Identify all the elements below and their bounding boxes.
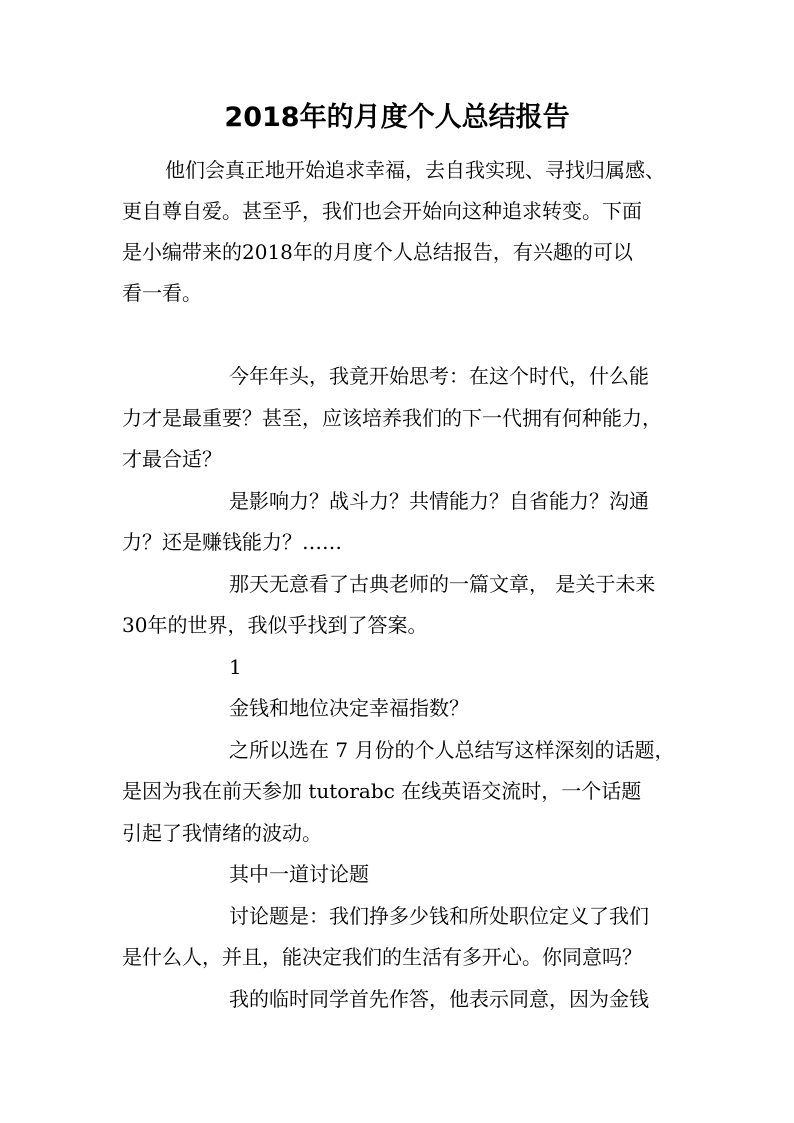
body-line: 引起了我情绪的波动。: [122, 821, 322, 845]
body-line: 他们会真正地开始追求幸福，去自我实现、寻找归属感、: [165, 158, 665, 182]
body-line: 今年年头，我竟开始思考：在这个时代，什么能: [229, 364, 649, 388]
body-line: 是什么人，并且，能决定我们的生活有多开心。你同意吗？: [122, 945, 642, 969]
body-line: 更自尊自爱。甚至乎，我们也会开始向这种追求转变。下面: [122, 199, 642, 223]
body-line: 看一看。: [122, 281, 202, 305]
body-line: 之所以选在 7 月份的个人总结写这样深刻的话题，: [229, 738, 675, 762]
body-line: 是小编带来的2018年的月度个人总结报告，有兴趣的可以: [122, 240, 633, 264]
body-line: 那天无意看了古典老师的一篇文章， 是关于未来: [229, 572, 656, 596]
section-number: 1: [229, 655, 242, 679]
body-line: 我的临时同学首先作答，他表示同意，因为金钱: [229, 987, 649, 1011]
section-heading: 金钱和地位决定幸福指数？: [229, 696, 469, 720]
body-line: 是影响力？战斗力？共情能力？自省能力？沟通: [229, 489, 649, 513]
document-title: 2018年的月度个人总结报告: [224, 102, 570, 133]
body-line: 30年的世界，我似乎找到了答案。: [122, 613, 428, 637]
body-line: 是因为我在前天参加 tutorabc 在线英语交流时，一个话题: [122, 779, 642, 803]
body-line: 其中一道讨论题: [229, 862, 369, 886]
body-line: 才最合适？: [122, 447, 222, 471]
body-line: 力？还是赚钱能力？……: [122, 530, 342, 554]
body-line: 讨论题是：我们挣多少钱和所处职位定义了我们: [229, 904, 649, 928]
body-line: 力才是最重要？甚至，应该培养我们的下一代拥有何种能力，: [122, 406, 662, 430]
